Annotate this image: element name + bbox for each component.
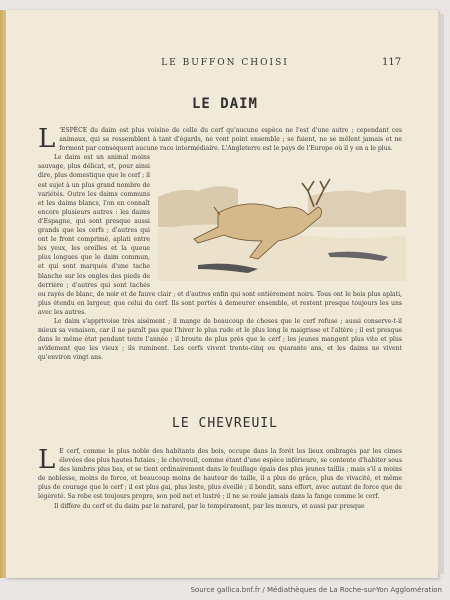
section-title-daim: LE DAIM <box>191 96 258 112</box>
paragraph-text: E cerf, comme le plus noble des habitants des bois, occupe dans la forêt les lieux ombragés par les cimes élevées des plus hautes futaies ; le chevreuil, comme étant d'une espèce inférieure, se contente d'habiter sous des lambris plus bas, et se tient ordinairement dans le feuillage épais des plus jeunes taillis ; mais s'il a moins de noblesse, moins de force, et beaucoup moins de hauteur de taille, il a plus de grâce, plus de vivacité, et même plus de courage que le cerf ; il est plus gai, plus leste, plus éveillé ; il bondit, sans effort, avec autant de force que de légèreté. Sa robe est toujours propre, son poil net et lustré ; il ne se roule jamais dans la fange comme le cerf. <box>38 448 402 501</box>
source-credit: Source gallica.bnf.fr / Médiathèques de La Roche-sur-Yon Agglomération <box>190 586 442 594</box>
drop-cap: L <box>38 124 56 154</box>
paragraph <box>38 502 402 511</box>
drop-cap: L <box>38 445 56 475</box>
paragraph-text: Le daim est un animal moins sauvage, plus délicat, et, pour ainsi dire, plus domestique que le cerf ; il est sujet à un plus grand nombre de variétés. Outre les daims communs et les daims blancs, l'on en connaît encore plusieurs autres : les daims d'Espagne, qui sont presque aussi grands que les cerfs ; d'autres qui ont le front comprimé, aplati entre les yeux, les oreilles et la queue plus longues que le daim commun, et qui sont marqués d'une tache blanche sur les ongles des pieds de derrière ; d'autres qui sont tachés ou rayés de blanc, de noir et de fauve clair ; et d'autres enfin qui sont entièrement noirs. Tous ont le bois plus aplati, plus étendu en largeur, que celui du cerf. Ils sont portés à demeurer ensemble, et restent presque toujours les uns avec les autres. <box>38 154 402 316</box>
deer-illustration <box>158 157 406 281</box>
section-body-daim <box>38 126 402 362</box>
paragraph <box>38 153 402 317</box>
running-title: LE BUFFON CHOISI <box>161 58 289 68</box>
section-title-chevreuil: LE CHEVREUIL <box>172 416 278 431</box>
paragraph <box>38 126 402 153</box>
paragraph <box>38 447 402 502</box>
paragraph-text: 'ESPÈCE du daim est plus voisine de celle du cerf qu'aucune espèce ne l'est d'une autre ; cependant ces animaux, qui se ressemblent à tant d'égards, ne vont point ensemble ; se fuient, ne se mêlent jamais et ne forment par conséquent aucune race intermédiaire. L'Angleterre est le pays de l'Europe où il y en a le plus. <box>59 127 402 153</box>
paragraph <box>38 317 402 362</box>
paragraph-text: Le daim s'apprivoise très aisément ; il mange de beaucoup de choses que le cerf refuse ; aussi conserve-t-il mieux sa venaison, car il ne paraît pas que l'hiver le plus rude et le plus long le maigrisse et l'altère ; il est presque dans le même état pendant toute l'année ; il broute de plus près que le cerf ; les jeunes mangent plus vite et plus avidement que les vieux ; ils ruminent. Les cerfs vivent trente-cinq ou quarante ans, et les daims ne vivent qu'environ vingt ans. <box>38 317 402 362</box>
section-body-chevreuil <box>38 447 402 511</box>
page-number: 117 <box>382 57 402 68</box>
paragraph-text: Il diffère du cerf et du daim par le naturel, par le tempérament, par les mœurs, et aussi par presque <box>54 502 365 510</box>
